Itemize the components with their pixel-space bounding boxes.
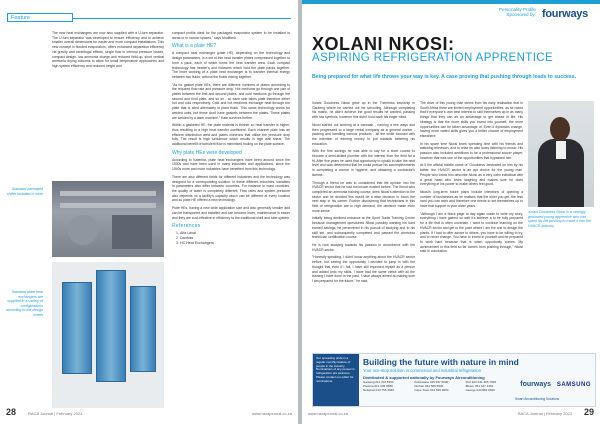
subheading-why-developed: Why plate HEs were developed [172, 149, 242, 156]
office-item: Bloem 051 447 4461 [465, 383, 494, 388]
paragraph: In his spare time Nkosi loves spending time with his friends and watching television, and to relax he also loves listening to music. His passion also included ambitions to be a professional soccer player, however that was one of the opportunities that bypassed him. [420, 141, 523, 160]
ad-partner-logo: SAMSUNG [556, 382, 591, 388]
office-item: Pretoria 012 345 3580 [363, 383, 393, 388]
plate-heat-exchangers-photo [52, 262, 164, 408]
office-item: Port Eliz 041 365 7000 [465, 380, 497, 384]
paragraph: Nkosi's long-term future plans include intentions of opening a number of businesses as he realises that the older you get, the less hard you can work and therefore one needs to set themselves up to have that support in your older years. [420, 189, 523, 209]
paragraph: With the first savings he was able to say for a short course to become a semi-skilled plumber with the interest from the field for a fit. After five years he used that opportunity to upskill to take the next level and was determined that he could pursue his accomplishments in completing a course in hygiene, and obtaining a contractor's license. [312, 149, 415, 177]
paragraph: Through a friend he was to considered that life opinion into the HVACR sector that he had not known existed before. The friend who completed an ammonia training course, drew Nkosi's attention to the sector and he decided this would be a wise decision to focus the next step in his career. Further discovering that technicians in this field of refrigeration are in high demand, the decision made even more sense. [312, 180, 415, 213]
section-tag: Feature [7, 13, 73, 22]
left-page [0, 0, 298, 424]
right-footer [308, 409, 594, 419]
fourways-logo: fourways [542, 8, 588, 20]
top-band [302, 0, 600, 4]
sponsor-label: Personality Profile Sponsored by: [498, 7, 536, 18]
references [172, 224, 290, 246]
references-title: References [172, 223, 201, 230]
office-item: Nelspruit 013 755 4045 [363, 387, 395, 392]
left-column-b [172, 31, 290, 246]
image-caption-plates: Standard plate heat exchangers are supplied in a variety of configurations according to the design needs [5, 290, 43, 317]
reference-item: 3. HC Heat Exchangers [180, 241, 290, 246]
ad-office-list [363, 381, 513, 392]
right-column-a [312, 101, 415, 287]
office-item: Durban 031 569 5500 [414, 383, 444, 388]
publication-line: RACA Journal | February 2023 [28, 411, 83, 416]
office-item: George 044 884 0620 [465, 387, 495, 392]
right-page [302, 0, 600, 424]
ad-title: Building the future with nature in mind [363, 357, 519, 367]
website-link[interactable]: www.racajournal.co.za [251, 411, 292, 416]
ad-nomination-note: Our spreading pride in a regular monthly feature of people in the industry. Nominations of any person in refrigeration are welcome. Please contact our editor for nominations. [313, 354, 359, 406]
website-link[interactable]: www.racajournal.co.za [308, 411, 349, 416]
page-number: 28 [6, 407, 17, 417]
paragraph: The new heat exchangers are now also supplied with a U-turn separator. The U-turn separator was developed to ensure efficiency and to achieve smaller overall dimensions for easier and more compact installations. This new concept in flooded evaporators, offers enhanced separation efficiency via gravity and centrifugal effects, single flow in internal pressure losses, compact design, low ammonia charge and reduced field-up, short vertical ammonia drying columns to allow for small temperature approaches and high system efficiency and reduced height and [52, 31, 164, 68]
paragraph: The drive of this young man stems from his early realisation that in South Africa there are limited employment opportunities, as he noted that if everyone's own best interest to skill themselves up in as many things that they can as an advantage to get ahead in life. His strategy is that the more skills you invest into yourself, the more opportunities can be taken advantage of. Even if dynamics change, having more varied skills gives you a better chance of employment elsewhere. [420, 101, 523, 138]
ad-subtitle: Your one-stop solution in commercial and industrial refrigeration [363, 368, 482, 373]
headline: XOLANI NKOSI: [312, 34, 455, 54]
ad-distributor: Distributed & supported nationally by Fourways Airconditioning [363, 375, 485, 380]
ad-brand-logo: fourways [520, 381, 551, 388]
advertisement[interactable] [312, 353, 596, 407]
office-item: Cape Town 021 529 9000 [414, 387, 449, 392]
paragraph: "Although I am a black page to day again made to write my story, everything I have gained so well it's achieve a to be fully prepared for a life that is often uncertain. I want to continue learning on the HVACR sector and get to the point where I am the one to design the plants. If I had to offer advice to others, you have to be willing to try, and to never change. You have to invest in yourself and be prepared to work hard because that is when opportunity comes. My achievement in this field so far comes from pushing through," Nkosi said in conclusion. [420, 211, 523, 254]
paragraph: According to Katerina, plate heat exchangers have been around since the 1930s and have been used in many industries and applications, since the 1940s more and more industries have benefited from this technology. [172, 157, 290, 172]
paragraph: Nkosi started out working at a carwash - running a few ways and then progressed to a large rental company as a general worker - packing and handling various products - all the while focused with the intention of earning money to put towards bettering his education. [312, 122, 415, 146]
paragraph: "As for gasket plate HEs, there are different numbers of plates according to the required flow rate and pressure drop. Hot mediums go through one pair of plates between the first and second plates, and cold mediums go through the second and third plate, and so on - so each side takes plate therefore either hot and cold respectively. Cold and hot mediums exchange heat through the plate that is sited alternately in plant fluids. This same technology works for welded units, but these don't have gaskets between the plates. These plates are welded by a laser machine," Kate survives further. [172, 82, 290, 120]
office-item: Polokwane 015 297 6600 [414, 380, 449, 384]
publication-line: RACA Journal | February 2023 [517, 411, 572, 416]
paragraph: He is now studying towards his passion in accordance with the HVACR sector. [312, 242, 415, 252]
reference-item: 2. Danfoss [180, 236, 290, 241]
chiller-photo [52, 181, 164, 257]
left-column-a [52, 31, 164, 72]
paragraph: Initially being declined entrance at the Sport Trade Training Centre because management questioned Nkosi possibly wanting his hard earned savings, he persevered in his pursuit of studying and to his skill set, and subsequently completed and passed the ammonia technician certification course. [312, 216, 415, 240]
paragraph: compact profile ideal for the packaged evaporator system to be installed in areas or in narrow spaces," says Modibedi. [172, 31, 290, 40]
left-footer [6, 409, 292, 419]
portrait-caption: Xolani Goodness Nkosi is a strongly grounded young apprentice who has spent his life pushing to make it into the HVACR industry. [528, 210, 591, 228]
right-column-b [420, 101, 523, 257]
standfirst: Being prepared for what life throws your way is key. A case proving that pushing through leads to success. [312, 74, 577, 80]
subheading-what-is: What is a plate HE? [172, 43, 217, 50]
subheadline: ASPIRING REFRIGERATION APPRENTICE [312, 52, 554, 64]
paragraph: At it the official middle-name of 'Goodness' bestowed on him by his father, the HVACR sector is an apt choice for the young man. People who know him describe Nkosi as a very calm individual with a great heart who loves laughing and makes sure he does everything in his power to make others feel good. [420, 163, 523, 187]
paragraph: "Honestly speaking, I didn't know anything about the HVACR sector before, but seeing the opportunity I decided to jump in with the thought that even if I fail, I have still improved myself as a person and added onto my skills. I have had the same views with all the training I have done in the past. I have always aimed at making sure I am prepared for the future," he said. [312, 255, 415, 283]
image-caption-chiller: Standard packaged chiller installed in mine [6, 187, 43, 196]
paragraph: Xolani Goodness Nkosi grew up in the Thembisa township in Gauteng where he carried out his schooling. Although completing his matric, he didn't achieve the good results he wanted, passing with low symbols, however this didn't hold back his eager mind. [312, 101, 415, 120]
ad-partner-tag: Smart Airconditioning Solutions [515, 397, 560, 401]
section-rule [73, 18, 291, 19]
paragraph: There are also different fields for different industries and the technology was designed for a corresponding solution. In these different industries, variables in parameters also differ between countries. For instance in mast countries, the quality of water is completely different. Flow rates and system pressure also depends on a facility's capacity which can be different at every location and so plate HE offered a new technology. [172, 174, 290, 203]
paragraph: Within a gasketed HE, the plate material is thinner so heat transfer is higher, thus resulting in a high heat transfer coefficient. Each channel plate has an efficient distribution area and plates chevrons that utilise the pressure drop fully. The result is high turbulence which results in high wall shear. The additional benefit of turbulent flow is minimised fouling on the plate surface. [172, 123, 290, 147]
page-number: 29 [583, 407, 594, 417]
paragraph: A compact heat exchanger (plate HE), depending on the technology and design parameters, is a set of thin heat transfer plates compressed together to form a pack, each of which forms the heat transfer area. Each compact technology has header's and followers which hold the plate packs together. The inner working of a plate heat exchanger is to transfer thermal energy between two fluids, without the fluids mixing together. [172, 51, 290, 79]
office-item: Gauteng 011 704 5300 [363, 380, 394, 384]
reference-item: 1. Alfa Laval [180, 231, 290, 236]
paragraph: Plate HEs, having a new wide application size and also generally smaller and can be transported and installed and can become lower, maintenance is easier and they are cost-effective in efficiency to the traditional shell and tube system [172, 206, 290, 220]
portrait-photo [528, 101, 594, 207]
